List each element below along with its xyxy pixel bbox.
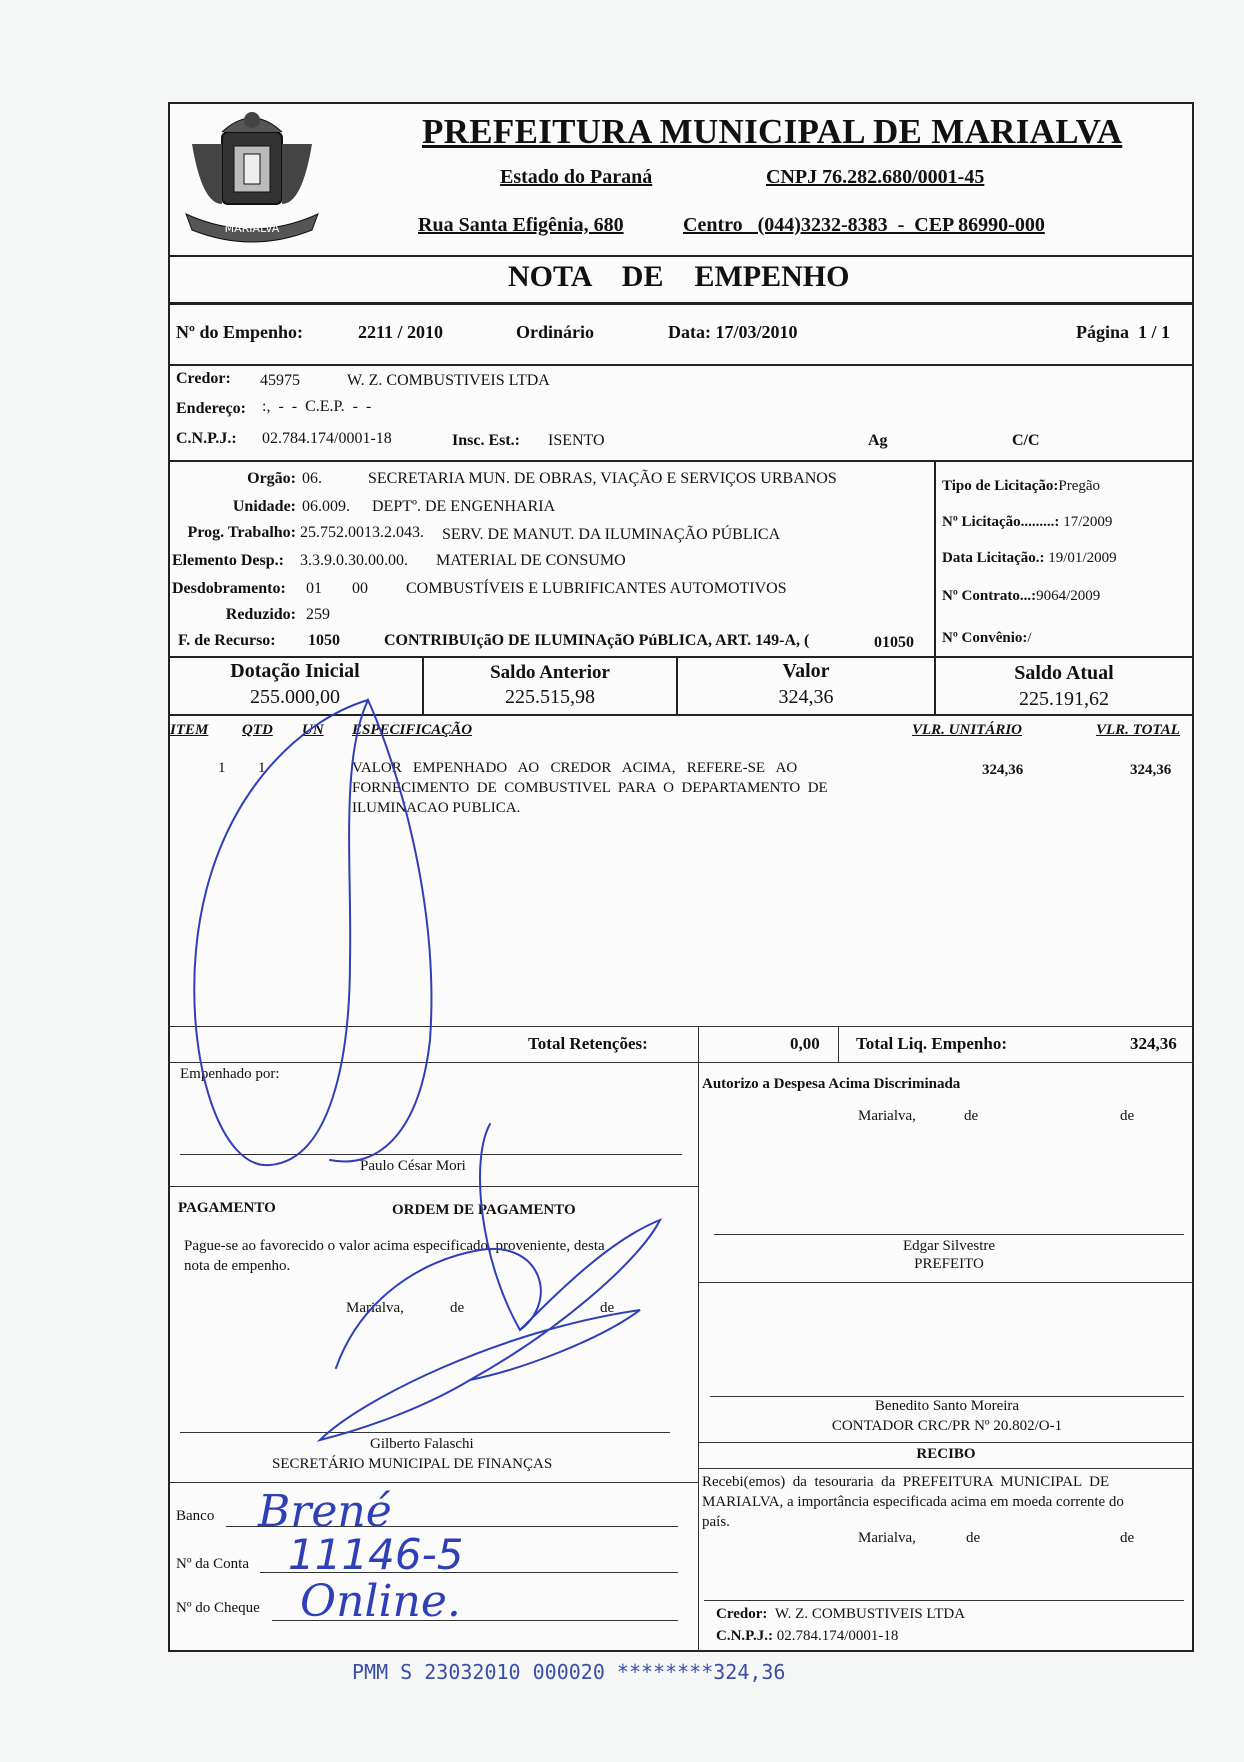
fonte-recurso-label: F. de Recurso: <box>178 632 276 649</box>
orgao-code: 06. <box>302 470 322 487</box>
cc-label: C/C <box>1012 432 1040 449</box>
recibo-line3: país. <box>702 1514 730 1530</box>
autorizo-de2: de <box>1120 1108 1135 1124</box>
contador-name: Benedito Santo Moreira <box>874 1398 1020 1414</box>
empenho-number-label: Nº do Empenho: <box>176 322 303 342</box>
recibo-title: RECIBO <box>916 1446 976 1462</box>
autorizo-de1: de <box>964 1108 979 1124</box>
col-qtd: QTD <box>242 722 273 738</box>
elemento-desp-label: Elemento Desp.: <box>172 552 284 569</box>
endereco-value: :, - - C.E.P. - - <box>262 398 372 415</box>
insc-est-value: ISENTO <box>548 432 605 449</box>
item-desc-line1: VALOR EMPENHADO AO CREDOR ACIMA, REFERE-SE AO <box>352 760 798 776</box>
fonte-recurso-num: 01050 <box>874 634 914 651</box>
pagamento-marialva: Marialva, <box>346 1300 404 1316</box>
empenho-type: Ordinário <box>516 322 595 342</box>
unidade-desc: DEPTº. DE ENGENHARIA <box>372 498 556 515</box>
saldo-anterior-label: Saldo Anterior <box>490 662 610 683</box>
contador-title: CONTADOR CRC/PR Nº 20.802/O-1 <box>831 1418 1063 1434</box>
prog-trabalho-code: 25.752.0013.2.043. <box>300 524 424 541</box>
ordem-pagamento-label: ORDEM DE PAGAMENTO <box>392 1202 576 1218</box>
col-vlr-unitario: VLR. UNITÁRIO <box>912 722 1023 738</box>
reduzido-label: Reduzido: <box>225 606 296 623</box>
conta-value: 11146-5 <box>288 1530 464 1579</box>
saldo-atual-label: Saldo Atual <box>1014 662 1114 684</box>
unidade-code: 06.009. <box>302 498 350 515</box>
cnpj-value: 02.784.174/0001-18 <box>262 430 392 447</box>
recibo-marialva: Marialva, <box>858 1530 916 1546</box>
num-licitacao: Nº Licitação.........: 17/2009 <box>942 514 1113 530</box>
orgao-label: Orgão: <box>247 470 296 487</box>
item-qtd: 1 <box>258 760 266 776</box>
col-vlr-total: VLR. TOTAL <box>1096 722 1180 738</box>
orgao-desc: SECRETARIA MUN. DE OBRAS, VIAÇÃO E SERVIÇOS URBANOS <box>368 470 837 487</box>
reduzido-value: 259 <box>306 606 330 623</box>
saldo-atual-value: 225.191,62 <box>1019 688 1109 710</box>
saldo-anterior-value: 225.515,98 <box>505 686 595 708</box>
endereco-label: Endereço: <box>176 400 246 417</box>
autorizo-label: Autorizo a Despesa Acima Discriminada <box>702 1076 961 1092</box>
cheque-label: Nº do Cheque <box>176 1600 260 1616</box>
item-desc-line2: FORNECIMENTO DE COMBUSTIVEL PARA O DEPARTAMENTO DE <box>352 780 828 796</box>
prog-trabalho-desc: SERV. DE MANUT. DA ILUMINAÇÃO PÚBLICA <box>442 526 781 543</box>
document-title: NOTA DE EMPENHO <box>508 260 850 293</box>
dotacao-inicial-value: 255.000,00 <box>250 686 340 708</box>
empenhado-por-label: Empenhado por: <box>180 1066 280 1082</box>
desdobramento-desc: COMBUSTÍVEIS E LUBRIFICANTES AUTOMOTIVOS <box>406 580 787 597</box>
prog-trabalho-label: Prog. Trabalho: <box>187 524 296 541</box>
total-retencoes-value: 0,00 <box>790 1034 820 1053</box>
autorizo-marialva: Marialva, <box>858 1108 916 1124</box>
ag-label: Ag <box>868 432 888 449</box>
header-title: PREFEITURA MUNICIPAL DE MARIALVA <box>422 112 1123 151</box>
header-state: Estado do Paraná <box>500 166 653 188</box>
desdobramento-code2: 00 <box>352 580 368 597</box>
banco-value: Brené <box>258 1486 392 1537</box>
col-un: UN <box>302 722 324 738</box>
total-liq-label: Total Liq. Empenho: <box>856 1034 1007 1053</box>
header-district-phone: Centro (044)3232-8383 - CEP 86990-000 <box>683 214 1045 236</box>
empenho-number: 2211 / 2010 <box>358 322 444 342</box>
credor-label: Credor: <box>176 370 231 387</box>
prefeito-title: PREFEITO <box>914 1256 984 1272</box>
total-liq-value: 324,36 <box>1130 1034 1177 1053</box>
pague-se-line2: nota de empenho. <box>184 1258 291 1274</box>
data-licitacao: Data Licitação.: 19/01/2009 <box>942 550 1117 566</box>
empenhado-por-name: Paulo César Mori <box>360 1158 466 1174</box>
empenho-date: Data: 17/03/2010 <box>668 322 798 342</box>
page-number: Página 1 / 1 <box>1076 322 1171 342</box>
item-vlr-unitario: 324,36 <box>982 762 1024 778</box>
desdobramento-label: Desdobramento: <box>172 580 286 597</box>
item-number: 1 <box>218 760 226 776</box>
credor-name: W. Z. COMBUSTIVEIS LTDA <box>347 372 550 389</box>
fonte-recurso-code: 1050 <box>308 632 340 649</box>
item-vlr-total: 324,36 <box>1130 762 1172 778</box>
credor-code: 45975 <box>260 372 300 389</box>
recibo-line2: MARIALVA, a importância especificada acima em moeda corrente do <box>702 1494 1124 1510</box>
recibo-credor: Credor: W. Z. COMBUSTIVEIS LTDA <box>716 1606 966 1622</box>
pague-se-line1: Pague-se ao favorecido o valor acima especificado, proveniente, desta <box>184 1238 605 1254</box>
secretario-title: SECRETÁRIO MUNICIPAL DE FINANÇAS <box>272 1456 553 1472</box>
item-desc-line3: ILUMINACAO PUBLICA. <box>352 800 521 816</box>
recibo-de2: de <box>1120 1530 1135 1546</box>
dotacao-inicial-label: Dotação Inicial <box>230 660 360 682</box>
secretario-name: Gilberto Falaschi <box>370 1436 474 1452</box>
municipal-crest <box>182 104 322 254</box>
col-especificacao: ESPECIFICAÇÃO <box>352 722 473 738</box>
pagamento-label: PAGAMENTO <box>178 1200 276 1216</box>
num-convenio: Nº Convênio:/ <box>942 630 1032 646</box>
recibo-cnpj: C.N.P.J.: 02.784.174/0001-18 <box>716 1628 899 1644</box>
valor-value: 324,36 <box>778 686 834 708</box>
pagamento-de1: de <box>450 1300 465 1316</box>
unidade-label: Unidade: <box>232 498 296 515</box>
cnpj-label: C.N.P.J.: <box>176 430 237 447</box>
header-cnpj: CNPJ 76.282.680/0001-45 <box>766 166 985 188</box>
recibo-de1: de <box>966 1530 981 1546</box>
cheque-value: Online. <box>300 1576 461 1627</box>
recibo-line1: Recebi(emos) da tesouraria da PREFEITURA MUNICIPAL DE <box>702 1474 1110 1490</box>
num-contrato: Nº Contrato...:9064/2009 <box>942 588 1101 604</box>
desdobramento-code1: 01 <box>306 580 322 597</box>
elemento-desp-desc: MATERIAL DE CONSUMO <box>436 552 626 569</box>
insc-est-label: Insc. Est.: <box>452 432 521 449</box>
pagamento-de2: de <box>600 1300 615 1316</box>
elemento-desp-code: 3.3.9.0.30.00.00. <box>300 552 408 569</box>
bank-authentication-stamp: PMM S 23032010 000020 ********324,36 <box>352 1660 786 1684</box>
total-retencoes-label: Total Retenções: <box>528 1034 648 1053</box>
header-address: Rua Santa Efigênia, 680 <box>418 214 624 236</box>
banco-label: Banco <box>176 1508 215 1524</box>
valor-label: Valor <box>782 660 830 682</box>
prefeito-name: Edgar Silvestre <box>902 1238 996 1254</box>
tipo-licitacao: Tipo de Licitação:Pregão <box>942 478 1101 494</box>
col-item: ITEM <box>170 722 209 738</box>
crest-text: MARIALVA <box>224 222 280 235</box>
fonte-recurso-desc: CONTRIBUIçãO DE ILUMINAçãO PúBLICA, ART. 149-A, ( <box>384 632 810 649</box>
conta-label: Nº da Conta <box>176 1556 249 1572</box>
